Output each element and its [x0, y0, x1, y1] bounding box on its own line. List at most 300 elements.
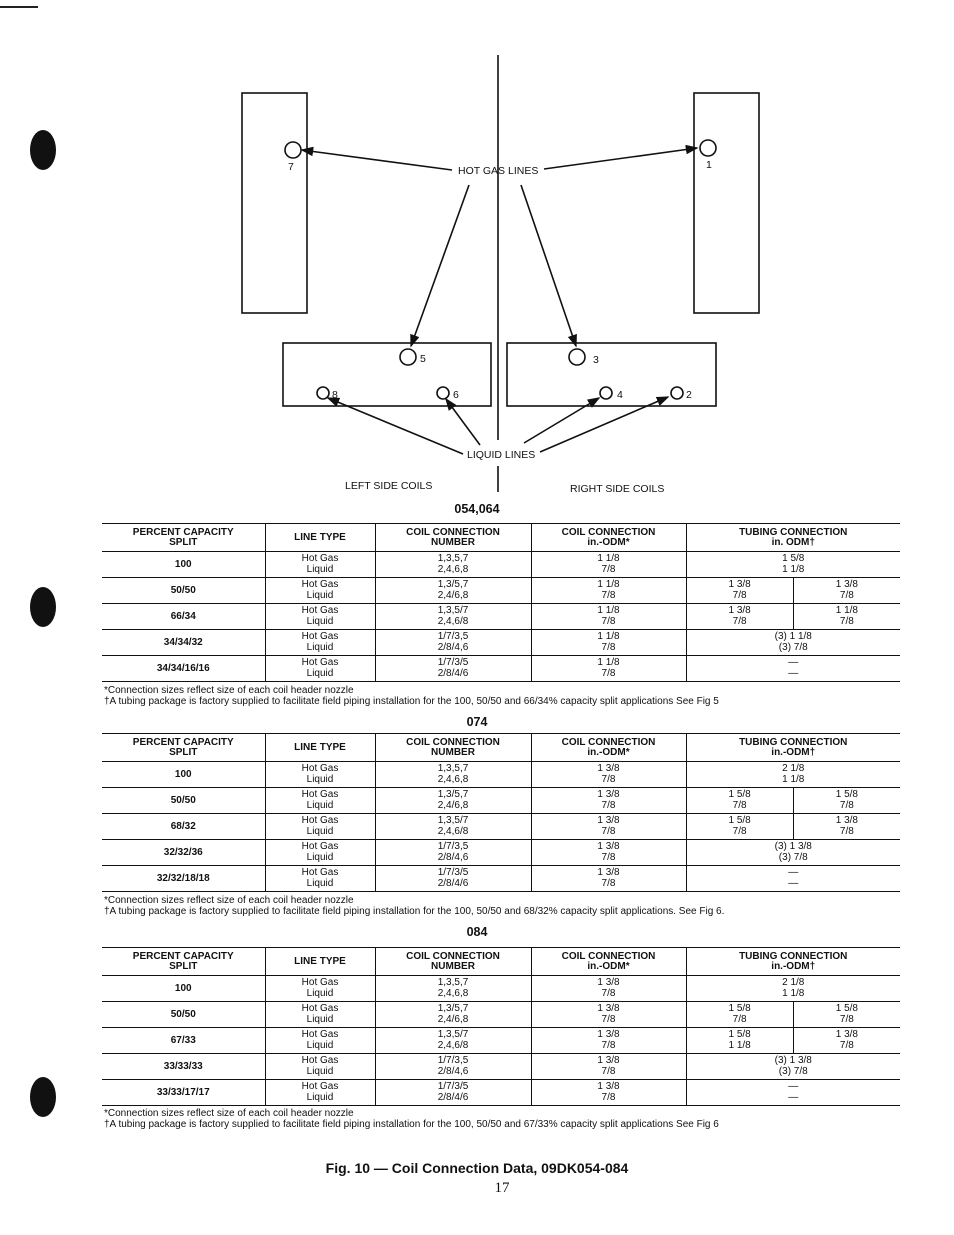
header-text: COIL CONNECTION — [561, 526, 656, 538]
cell-line: 1 3/8 — [835, 1029, 858, 1040]
cell-line: 7/8 — [839, 825, 854, 837]
cell-line: 1 3/8 — [597, 815, 620, 826]
cell-line: 1 3/8 — [728, 579, 751, 590]
tubing-cell — [686, 630, 900, 656]
cell-line: 1 5/8 — [728, 789, 751, 800]
page-number: 17 — [494, 1180, 510, 1196]
coil-table — [102, 947, 900, 1106]
cell-line: (3) 7/8 — [778, 1065, 808, 1077]
split-cell: 32/32/36 — [102, 840, 265, 866]
coil-number-cell — [375, 866, 531, 892]
header-text: in.-ODM* — [587, 961, 630, 972]
split-cell: 50/50 — [102, 578, 265, 604]
tubing-subcell — [687, 578, 793, 603]
header-text: PERCENT CAPACITY — [132, 526, 234, 538]
cell-line: 1 3/8 — [728, 605, 751, 616]
cell-line: 1,3,5/7 — [437, 605, 469, 616]
nozzle-label-6: 6 — [453, 389, 459, 401]
nozzle-6 — [437, 387, 449, 399]
cell-line: 7/8 — [601, 877, 616, 889]
tubing-subcell — [687, 630, 901, 655]
cell-line: 7/8 — [839, 1039, 854, 1051]
nozzle-8 — [317, 387, 329, 399]
split-cell: 100 — [102, 552, 265, 578]
tubing-subcell — [687, 604, 793, 629]
header-text: SPLIT — [169, 961, 198, 972]
header-text: LINE TYPE — [294, 741, 346, 753]
tubing-subcell — [687, 1054, 901, 1079]
cell-line: 2,4,6,8 — [437, 773, 469, 785]
left-vertical-coil — [242, 93, 307, 313]
coil-odm-cell — [531, 866, 686, 892]
cell-line: (3) 7/8 — [778, 641, 808, 653]
left-side-coils-label: LEFT SIDE COILS — [345, 480, 433, 492]
cell-line: 1 1/8 — [782, 563, 805, 575]
cell-line: Hot Gas — [301, 977, 339, 988]
cell-line: 2/8/4,6 — [437, 851, 469, 863]
tubing-group — [687, 1080, 901, 1105]
cell-line: 1,3,5/7 — [437, 1029, 469, 1040]
cell-line: 7/8 — [601, 589, 616, 601]
binder-hole — [30, 1077, 56, 1117]
header-text: TUBING CONNECTION — [739, 526, 848, 538]
cell-line: Liquid — [306, 589, 334, 601]
cell-line: 1 1/8 — [597, 579, 620, 590]
header-text: NUMBER — [431, 747, 475, 758]
coil-odm-cell — [531, 1002, 686, 1028]
line-type-cell — [265, 656, 375, 682]
cell-line: 2 1/8 — [782, 977, 805, 988]
cell-line: 2/8/4,6 — [437, 1065, 469, 1077]
line-type-cell — [265, 1002, 375, 1028]
right-vertical-coil — [694, 93, 759, 313]
cell-line: 1 3/8 — [835, 579, 858, 590]
coil-odm-cell — [531, 1054, 686, 1080]
liquid-line-4 — [524, 398, 599, 443]
table-row — [102, 656, 900, 682]
split-cell: 34/34/32 — [102, 630, 265, 656]
tubing-group — [687, 788, 901, 813]
cell-line: 1 3/8 — [597, 789, 620, 800]
header-coil-odm — [531, 524, 686, 552]
cell-line: 1 1/8 — [782, 773, 805, 785]
hot-gas-line-left — [302, 150, 452, 170]
header-tubing — [686, 948, 900, 976]
tubing-subcell — [687, 1080, 901, 1105]
coil-odm-cell — [531, 788, 686, 814]
table-row — [102, 788, 900, 814]
line-type-cell — [265, 814, 375, 840]
cell-line: — — [788, 1081, 799, 1092]
table-row — [102, 1054, 900, 1080]
cell-line: 7/8 — [732, 615, 747, 627]
coil-odm-cell — [531, 814, 686, 840]
cell-line: 1 3/8 — [597, 977, 620, 988]
split-cell: 100 — [102, 976, 265, 1002]
cell-line: 2,4,6/8 — [437, 825, 469, 837]
cell-line: 7/8 — [601, 1039, 616, 1051]
tubing-cell — [686, 788, 900, 814]
header-line-type — [265, 948, 375, 976]
tubing-group — [687, 604, 901, 629]
line-type-cell — [265, 976, 375, 1002]
coil-number-cell — [375, 976, 531, 1002]
figure-caption: Fig. 10 — Coil Connection Data, 09DK054-084 — [325, 1160, 629, 1176]
line-type-cell — [265, 762, 375, 788]
header-text: in.-ODM† — [771, 961, 816, 972]
cell-line: Hot Gas — [301, 815, 339, 826]
cell-line: Hot Gas — [301, 1081, 339, 1092]
tubing-cell — [686, 1028, 900, 1054]
coil-odm-cell — [531, 840, 686, 866]
header-text: TUBING CONNECTION — [739, 950, 848, 962]
cell-line: 1/7/3/5 — [437, 867, 469, 878]
nozzle-4 — [600, 387, 612, 399]
coil-number-cell — [375, 1028, 531, 1054]
cell-line: 1 3/8 — [597, 1081, 620, 1092]
cell-line: (3) 1 3/8 — [774, 841, 812, 852]
header-text: NUMBER — [431, 961, 475, 972]
cell-line: 2,4,6/8 — [437, 615, 469, 627]
nozzle-3 — [569, 349, 585, 365]
footnote-tubing: †A tubing package is factory supplied to facilitate field piping installation for the 100, 50/50 and 68/32% capacity split applications. See Fig 6. — [104, 906, 725, 917]
hot-gas-line-5 — [411, 185, 469, 346]
coil-odm-cell — [531, 1080, 686, 1106]
coil-odm-cell — [531, 552, 686, 578]
line-type-cell — [265, 630, 375, 656]
coil-diagram — [0, 0, 954, 500]
table-row — [102, 840, 900, 866]
tubing-cell — [686, 814, 900, 840]
cell-line: Hot Gas — [301, 579, 339, 590]
header-text: LINE TYPE — [294, 531, 346, 543]
cell-line: Hot Gas — [301, 867, 339, 878]
footnote-size: *Connection sizes reflect size of each coil header nozzle — [104, 685, 354, 696]
nozzle-label-1: 1 — [706, 159, 712, 171]
cell-line: Hot Gas — [301, 553, 339, 564]
tubing-group — [687, 552, 901, 577]
line-type-cell — [265, 552, 375, 578]
tubing-subcell — [793, 1002, 900, 1027]
tubing-group — [687, 578, 901, 603]
coil-odm-cell — [531, 604, 686, 630]
header-line-type — [265, 524, 375, 552]
header-percent-split — [102, 948, 265, 976]
cell-line: 2,4,6,8 — [437, 987, 469, 999]
nozzle-label-2: 2 — [686, 389, 692, 401]
header-tubing — [686, 734, 900, 762]
tubing-group — [687, 762, 901, 787]
split-cell: 32/32/18/18 — [102, 866, 265, 892]
coil-odm-cell — [531, 976, 686, 1002]
cell-line: Hot Gas — [301, 789, 339, 800]
cell-line: 7/8 — [601, 563, 616, 575]
tubing-subcell — [793, 1028, 900, 1053]
table-row — [102, 630, 900, 656]
cell-line: 1 1/8 — [597, 553, 620, 564]
coil-number-cell — [375, 814, 531, 840]
header-text: COIL CONNECTION — [406, 736, 500, 748]
cell-line: 7/8 — [732, 825, 747, 837]
header-tubing — [686, 524, 900, 552]
line-type-cell — [265, 1028, 375, 1054]
tubing-group — [687, 630, 901, 655]
tubing-group — [687, 840, 901, 865]
header-text: NUMBER — [431, 537, 475, 548]
hot-gas-line-right — [544, 148, 697, 169]
cell-line: 1,3,5/7 — [437, 815, 469, 826]
line-type-cell — [265, 840, 375, 866]
cell-line: 7/8 — [601, 1013, 616, 1025]
header-row — [102, 948, 900, 976]
tubing-cell — [686, 762, 900, 788]
cell-line: 2/8/4,6 — [437, 641, 469, 653]
tubing-subcell — [687, 976, 901, 1001]
cell-line: 7/8 — [601, 1091, 616, 1103]
tubing-cell — [686, 866, 900, 892]
cell-line: 1/7/3,5 — [437, 841, 469, 852]
header-coil-number — [375, 734, 531, 762]
cell-line: 1/7/3/5 — [437, 1081, 469, 1092]
cell-line: 1 3/8 — [597, 867, 620, 878]
cell-line: 7/8 — [601, 799, 616, 811]
cell-line: 1 3/8 — [597, 1055, 620, 1066]
cell-line: — — [788, 867, 799, 878]
cell-line: 7/8 — [732, 589, 747, 601]
header-text: in. ODM† — [771, 537, 815, 548]
tubing-subcell — [687, 788, 793, 813]
tubing-cell — [686, 976, 900, 1002]
cell-line: 2/8/4/6 — [437, 1091, 469, 1103]
cell-line: 7/8 — [839, 799, 854, 811]
liquid-lines-label: LIQUID LINES — [467, 449, 536, 461]
header-coil-odm — [531, 948, 686, 976]
cell-line: 1 5/8 — [728, 1029, 751, 1040]
cell-line: Hot Gas — [301, 631, 339, 642]
nozzle-7 — [285, 142, 301, 158]
cell-line: 2/8/4/6 — [437, 667, 469, 679]
cell-line: Hot Gas — [301, 1003, 339, 1014]
cell-line: Hot Gas — [301, 1055, 339, 1066]
tubing-cell — [686, 1054, 900, 1080]
cell-line: 1 3/8 — [597, 841, 620, 852]
cell-line: (3) 1 1/8 — [774, 631, 812, 642]
cell-line: 1 5/8 — [728, 1003, 751, 1014]
cell-line: 1 1/8 — [597, 605, 620, 616]
coil-number-cell — [375, 656, 531, 682]
tubing-group — [687, 1028, 901, 1053]
tubing-cell — [686, 578, 900, 604]
tubing-group — [687, 656, 901, 681]
cell-line: Liquid — [306, 667, 334, 679]
cell-line: — — [788, 667, 799, 679]
cell-line: 1 5/8 — [835, 789, 858, 800]
right-side-coils-label: RIGHT SIDE COILS — [570, 483, 665, 495]
header-coil-number — [375, 948, 531, 976]
header-text: LINE TYPE — [294, 955, 346, 967]
cell-line: 1/7/3/5 — [437, 657, 469, 668]
nozzle-2 — [671, 387, 683, 399]
cell-line: 1,3,5,7 — [437, 553, 469, 564]
coil-odm-cell — [531, 656, 686, 682]
tubing-subcell — [793, 604, 900, 629]
footnote-tubing: †A tubing package is factory supplied to facilitate field piping installation for the 100, 50/50 and 67/33% capacity split applications See Fig 6 — [104, 1119, 719, 1130]
tubing-cell — [686, 604, 900, 630]
cell-line: 7/8 — [601, 825, 616, 837]
tubing-cell — [686, 656, 900, 682]
line-type-cell — [265, 788, 375, 814]
cell-line: Hot Gas — [301, 1029, 339, 1040]
tubing-cell — [686, 552, 900, 578]
cell-line: 1 1/8 — [597, 657, 620, 668]
cell-line: Liquid — [306, 563, 334, 575]
header-row — [102, 524, 900, 552]
cell-line: 7/8 — [839, 615, 854, 627]
cell-line: 1/7/3,5 — [437, 631, 469, 642]
table-row — [102, 1028, 900, 1054]
header-row — [102, 734, 900, 762]
table-row — [102, 1002, 900, 1028]
header-text: COIL CONNECTION — [406, 950, 500, 962]
split-cell: 68/32 — [102, 814, 265, 840]
cell-line: 1 1/8 — [835, 605, 858, 616]
cell-line: 1,3/5,7 — [437, 1003, 469, 1014]
cell-line: Hot Gas — [301, 657, 339, 668]
cell-line: 1 1/8 — [597, 631, 620, 642]
cell-line: 2,4,6/8 — [437, 1039, 469, 1051]
tubing-cell — [686, 1080, 900, 1106]
tubing-group — [687, 814, 901, 839]
tubing-subcell — [793, 578, 900, 603]
header-coil-odm — [531, 734, 686, 762]
cell-line: — — [788, 877, 799, 889]
cell-line: 2/8/4/6 — [437, 877, 469, 889]
cell-line: Liquid — [306, 773, 334, 785]
tubing-subcell — [793, 814, 900, 839]
cell-line: 7/8 — [601, 987, 616, 999]
coil-table — [102, 733, 900, 892]
nozzle-label-8: 8 — [332, 389, 338, 401]
table-row — [102, 578, 900, 604]
coil-odm-cell — [531, 762, 686, 788]
cell-line: 2,4/6,8 — [437, 1013, 469, 1025]
cell-line: 7/8 — [839, 1013, 854, 1025]
cell-line: 1,3/5,7 — [437, 579, 469, 590]
cell-line: 7/8 — [839, 589, 854, 601]
cell-line: 7/8 — [601, 615, 616, 627]
footnote-size: *Connection sizes reflect size of each coil header nozzle — [104, 1108, 354, 1119]
tubing-group — [687, 1054, 901, 1079]
cell-line: Liquid — [306, 877, 334, 889]
table-row — [102, 976, 900, 1002]
line-type-cell — [265, 604, 375, 630]
header-text: in.-ODM* — [587, 747, 630, 758]
split-cell: 34/34/16/16 — [102, 656, 265, 682]
cell-line: 7/8 — [601, 773, 616, 785]
table-title: 084 — [466, 925, 488, 939]
cell-line: 7/8 — [601, 851, 616, 863]
tubing-subcell — [687, 814, 793, 839]
cell-line: 7/8 — [601, 1065, 616, 1077]
table-title: 074 — [466, 715, 488, 729]
cell-line: — — [788, 1091, 799, 1103]
tubing-subcell — [793, 788, 900, 813]
coil-number-cell — [375, 1080, 531, 1106]
coil-number-cell — [375, 1054, 531, 1080]
tubing-group — [687, 866, 901, 891]
tubing-subcell — [687, 762, 901, 787]
cell-line: 2,4/6,8 — [437, 589, 469, 601]
table-row — [102, 552, 900, 578]
split-cell: 66/34 — [102, 604, 265, 630]
cell-line: 1 3/8 — [597, 1003, 620, 1014]
split-cell: 33/33/33 — [102, 1054, 265, 1080]
cell-line: Hot Gas — [301, 605, 339, 616]
tubing-subcell — [687, 1002, 793, 1027]
split-cell: 33/33/17/17 — [102, 1080, 265, 1106]
nozzle-label-4: 4 — [617, 389, 623, 401]
coil-number-cell — [375, 1002, 531, 1028]
table-row — [102, 866, 900, 892]
table-title: 054,064 — [454, 502, 500, 516]
split-cell: 100 — [102, 762, 265, 788]
tubing-cell — [686, 840, 900, 866]
line-type-cell — [265, 578, 375, 604]
header-text: COIL CONNECTION — [561, 950, 656, 962]
cell-line: 7/8 — [732, 1013, 747, 1025]
tubing-subcell — [687, 1028, 793, 1053]
cell-line: 1 3/8 — [597, 1029, 620, 1040]
split-cell: 50/50 — [102, 1002, 265, 1028]
cell-line: 1/7/3,5 — [437, 1055, 469, 1066]
cell-line: 1 1/8 — [728, 1039, 751, 1051]
cell-line: 1 3/8 — [835, 815, 858, 826]
table-row — [102, 814, 900, 840]
header-text: SPLIT — [169, 537, 198, 548]
cell-line: (3) 7/8 — [778, 851, 808, 863]
coil-table — [102, 523, 900, 682]
header-text: in.-ODM† — [771, 747, 816, 758]
coil-odm-cell — [531, 1028, 686, 1054]
tubing-subcell — [687, 552, 901, 577]
hot-gas-lines-label: HOT GAS LINES — [458, 165, 539, 177]
cell-line: Liquid — [306, 1039, 334, 1051]
tubing-group — [687, 1002, 901, 1027]
tubing-subcell — [687, 840, 901, 865]
coil-odm-cell — [531, 578, 686, 604]
cell-line: Liquid — [306, 799, 334, 811]
split-cell: 50/50 — [102, 788, 265, 814]
tubing-subcell — [687, 866, 901, 891]
cell-line: 2 1/8 — [782, 763, 805, 774]
cell-line: Liquid — [306, 641, 334, 653]
coil-number-cell — [375, 578, 531, 604]
hot-gas-line-3 — [521, 185, 576, 346]
nozzle-1 — [700, 140, 716, 156]
coil-number-cell — [375, 630, 531, 656]
nozzle-label-7: 7 — [288, 161, 294, 173]
tubing-subcell — [687, 656, 901, 681]
cell-line: 7/8 — [601, 667, 616, 679]
cell-line: 1 3/8 — [597, 763, 620, 774]
table-row — [102, 604, 900, 630]
cell-line: Hot Gas — [301, 841, 339, 852]
cell-line: Liquid — [306, 615, 334, 627]
coil-number-cell — [375, 604, 531, 630]
line-type-cell — [265, 866, 375, 892]
table-row — [102, 762, 900, 788]
cell-line: Liquid — [306, 1013, 334, 1025]
